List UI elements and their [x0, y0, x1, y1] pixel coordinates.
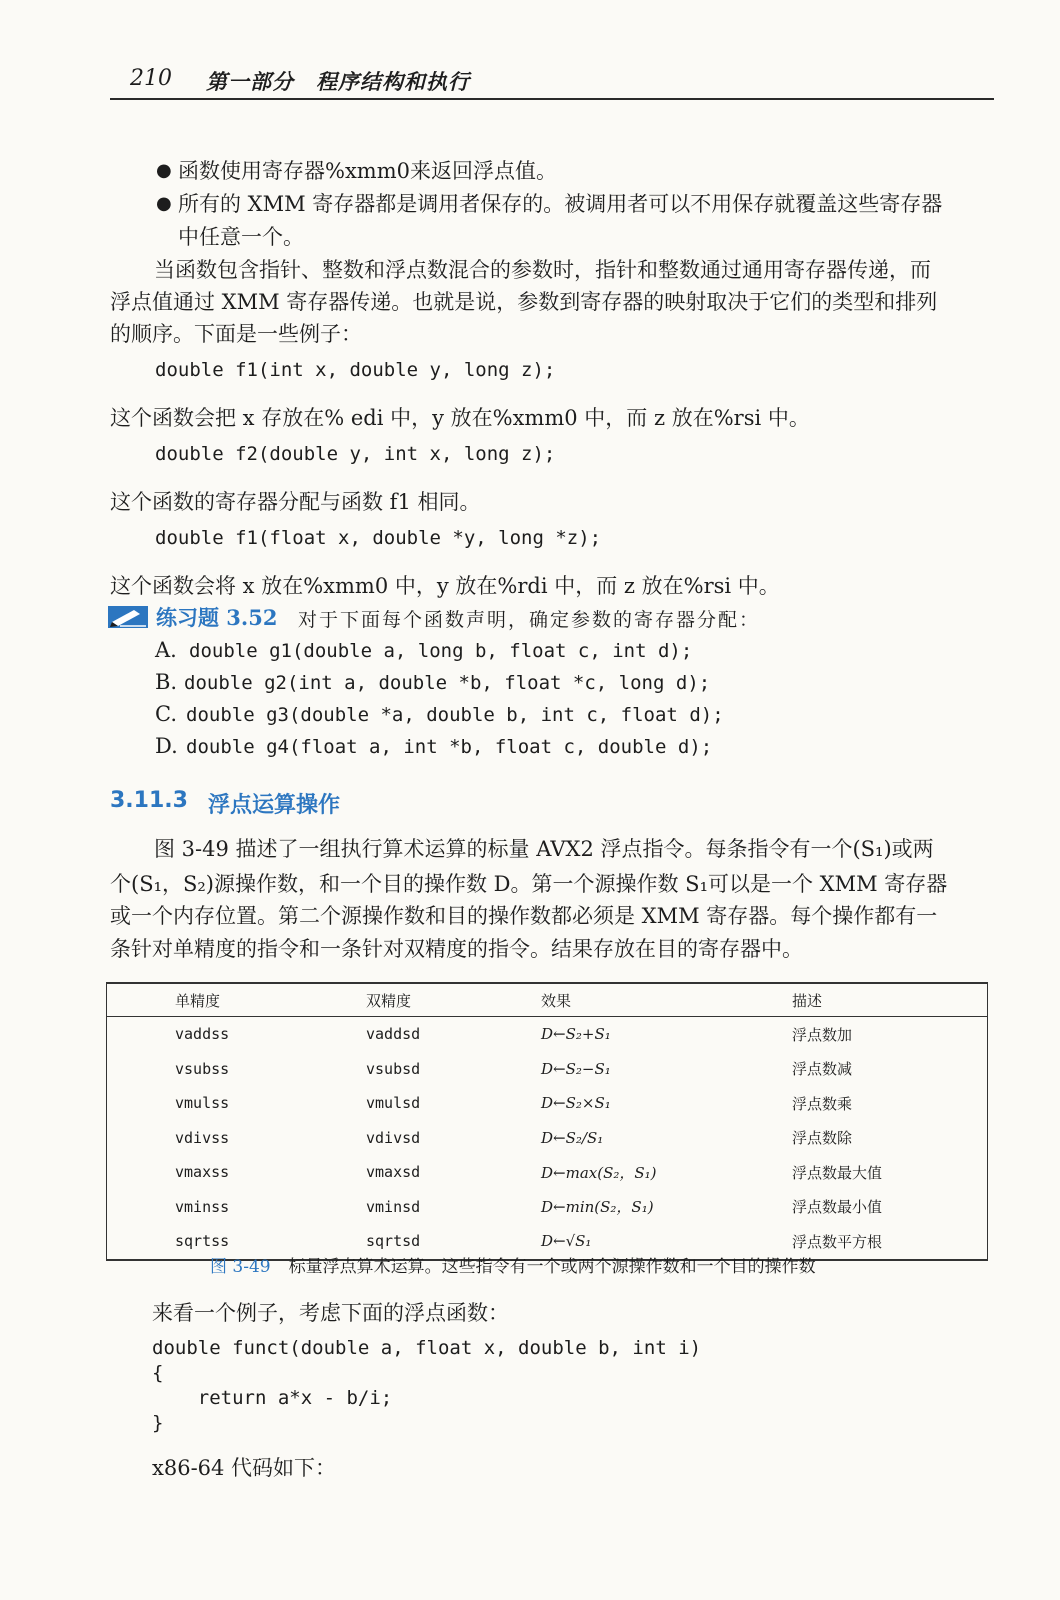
cell-double: sqrtsd — [366, 1232, 421, 1251]
exercise-item-letter: D. — [155, 734, 178, 758]
cell-description: 浮点数乘 — [792, 1094, 853, 1113]
paragraph-line: x86-64 代码如下： — [152, 1456, 337, 1480]
cell-effect: D←S₂−S₁ — [541, 1059, 611, 1078]
cell-single: vmaxss — [175, 1163, 230, 1182]
exercise-item-code: double g1(double a, long b, float c, int d); — [189, 640, 693, 662]
cell-description: 浮点数最大值 — [792, 1163, 883, 1182]
section-number: 3.11.3 — [110, 788, 188, 813]
bullet-text: 所有的 XMM 寄存器都是调用者保存的。被调用者可以不用保存就覆盖这些寄存器 — [178, 192, 943, 216]
cell-effect: D←max(S₂，S₁) — [541, 1163, 657, 1182]
exercise-item-code: double g4(float a, int *b, float c, double d); — [186, 736, 713, 758]
table-header-row — [107, 983, 988, 1017]
column-header-double: 双精度 — [298, 983, 483, 1017]
paragraph-line: 或一个内存位置。第二个源操作数和目的操作数都必须是 XMM 寄存器。每个操作都有一 — [110, 904, 938, 928]
code-line: return a*x - b/i; — [152, 1387, 393, 1409]
paragraph-line: 个(S₁，S₂)源操作数，和一个目的操作数 D。第一个源操作数 S₁可以是一个 XMM 寄存器 — [110, 872, 948, 896]
figure-caption — [210, 1252, 816, 1277]
cell-double: vminsd — [366, 1197, 421, 1216]
code-line: double f1(int x, double y, long z); — [155, 359, 556, 381]
cell-single: vmulss — [175, 1094, 230, 1113]
cell-double: vsubsd — [366, 1059, 421, 1078]
column-header-effect: 效果 — [483, 983, 756, 1017]
paragraph-line: 条针对单精度的指令和一条针对双精度的指令。结果存放在目的寄存器中。 — [110, 937, 803, 961]
column-header-description: 描述 — [756, 983, 988, 1017]
code-line: } — [152, 1412, 164, 1434]
table-row — [107, 1017, 988, 1052]
code-line: double f2(double y, int x, long z); — [155, 443, 556, 465]
paragraph-line: 浮点值通过 XMM 寄存器传递。也就是说，参数到寄存器的映射取决于它们的类型和排列 — [110, 290, 938, 314]
cell-single: vminss — [175, 1197, 230, 1216]
exercise-item-letter: B. — [155, 670, 178, 694]
cell-effect: D←√S₁ — [541, 1232, 592, 1251]
cell-description: 浮点数平方根 — [792, 1232, 883, 1251]
bullet-dot: ● — [156, 160, 172, 181]
cell-double: vmulsd — [366, 1094, 421, 1113]
cell-single: sqrtss — [175, 1232, 230, 1251]
paragraph-line: 的顺序。下面是一些例子： — [110, 322, 362, 346]
table-row — [107, 1155, 988, 1190]
figure-caption-text: 标量浮点算术运算。这些指令有一个或两个源操作数和一个目的操作数 — [288, 1257, 816, 1277]
paragraph-line: 来看一个例子，考虑下面的浮点函数： — [152, 1301, 509, 1325]
exercise-question: 对于下面每个函数声明，确定参数的寄存器分配： — [298, 609, 761, 631]
exercise-item-letter: A. — [155, 638, 177, 662]
explanation-text: 这个函数会将 x 放在%xmm0 中，y 放在%rdi 中，而 z 放在%rsi 中。 — [110, 574, 780, 598]
pencil-exercise-icon — [108, 606, 148, 628]
chapter-title: 第一部分 程序结构和执行 — [206, 69, 470, 94]
bullet-text-continued: 中任意一个。 — [178, 225, 304, 249]
cell-description: 浮点数减 — [792, 1060, 853, 1079]
cell-double: vaddsd — [366, 1025, 421, 1044]
table-row — [107, 1052, 988, 1087]
paragraph-line: 图 3-49 描述了一组执行算术运算的标量 AVX2 浮点指令。每条指令有一个(S₁)或两 — [154, 837, 934, 861]
explanation-text: 这个函数的寄存器分配与函数 f1 相同。 — [110, 490, 481, 514]
cell-double: vdivsd — [366, 1128, 421, 1147]
exercise-item-code: double g3(double *a, double b, int c, float d); — [186, 704, 724, 726]
float-ops-table — [106, 982, 988, 1261]
exercise-item-code: double g2(int a, double *b, float *c, long d); — [184, 672, 711, 694]
code-line: { — [152, 1362, 164, 1384]
explanation-text: 这个函数会把 x 存放在% edi 中，y 放在%xmm0 中，而 z 放在%rsi 中。 — [110, 406, 810, 430]
exercise-item-letter: C. — [155, 702, 177, 726]
bullet-dot: ● — [156, 193, 172, 214]
table-row — [107, 1121, 988, 1156]
cell-effect: D←min(S₂，S₁) — [541, 1198, 654, 1217]
table-row — [107, 1190, 988, 1225]
code-line: double funct(double a, float x, double b, int i) — [152, 1337, 702, 1359]
cell-description: 浮点数加 — [792, 1025, 853, 1044]
exercise-label: 练习题 3.52 — [156, 605, 278, 630]
cell-description: 浮点数除 — [792, 1129, 853, 1148]
running-header — [110, 64, 994, 100]
cell-double: vmaxsd — [366, 1163, 421, 1182]
page-number: 210 — [130, 66, 172, 91]
cell-effect: D←S₂×S₁ — [541, 1094, 611, 1113]
cell-effect: D←S₂+S₁ — [541, 1025, 611, 1044]
table-row — [107, 1086, 988, 1121]
column-header-single: 单精度 — [107, 983, 299, 1017]
code-line: double f1(float x, double *y, long *z); — [155, 527, 602, 549]
section-title: 浮点运算操作 — [208, 793, 341, 818]
cell-single: vaddss — [175, 1025, 230, 1044]
cell-single: vdivss — [175, 1128, 230, 1147]
bullet-text: 函数使用寄存器%xmm0来返回浮点值。 — [178, 159, 557, 183]
cell-single: vsubss — [175, 1059, 230, 1078]
paragraph-line: 当函数包含指针、整数和浮点数混合的参数时，指针和整数通过通用寄存器传递，而 — [154, 258, 931, 282]
cell-effect: D←S₂/S₁ — [541, 1128, 604, 1147]
figure-label: 图 3-49 — [210, 1257, 271, 1277]
cell-description: 浮点数最小值 — [792, 1198, 883, 1217]
